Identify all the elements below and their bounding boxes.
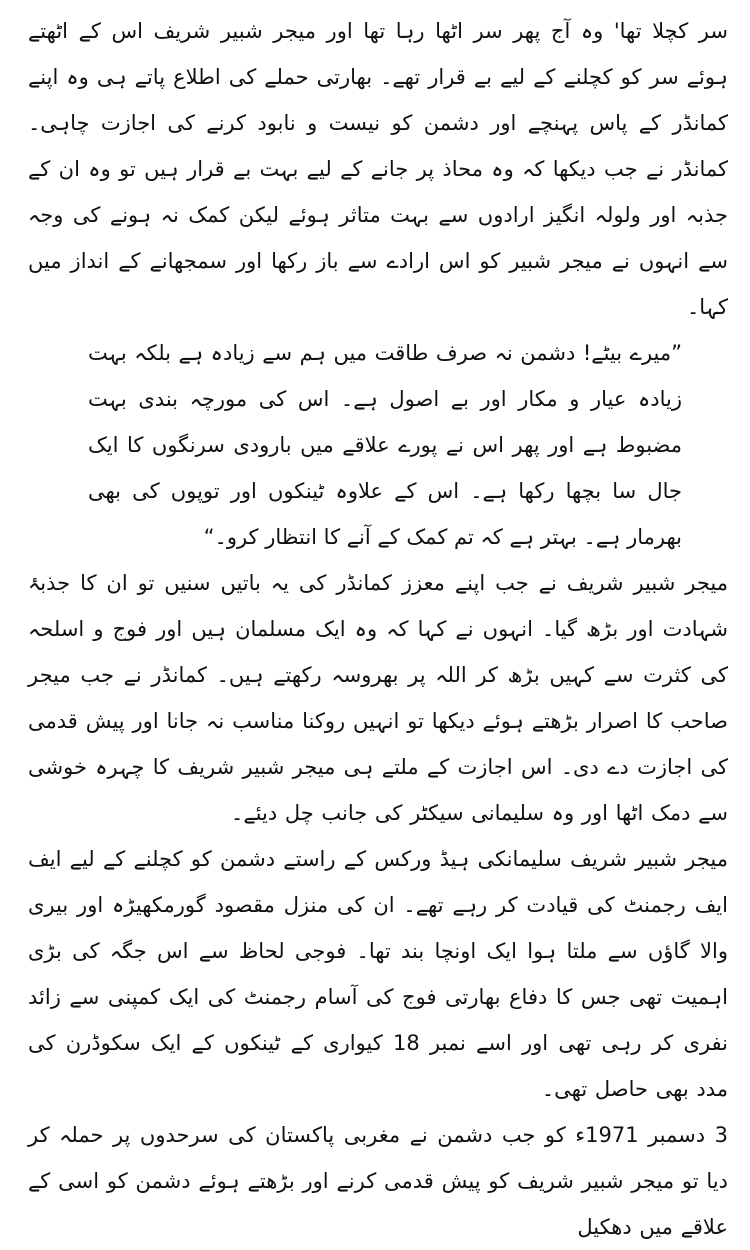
book-page bbox=[28, 8, 728, 1239]
paragraph-permission: میجر شبیر شریف نے جب اپنے معزز کمانڈر کی یہ باتیں سنیں تو ان کا جذبۂ شہادت اور بڑھ گیا۔ انہوں نے کہا کہ وہ ایک مسلمان ہیں اور فوج و اسلحہ کی کثرت سے کہیں بڑھ کر اللہ پر بھروسہ رکھتے ہیں۔ کمانڈر نے جب میجر صاحب کا اصرار بڑھتے ہوئے دیکھا تو انہیں روکنا مناسب نہ جانا اور پیش قدمی کی اجازت دے دی۔ اس اجازت کے ملتے ہی میجر شبیر شریف کا چہرہ خوشی سے دمک اٹھا اور وہ سلیمانی سیکٹر کی جانب چل دیئے۔ bbox=[28, 571, 728, 825]
paragraph-regiment: میجر شبیر شریف سلیمانکی ہیڈ ورکس کے راستے دشمن کو کچلنے کے لیے ایف ایف رجمنٹ کی قیادت کر رہے تھے۔ ان کی منزل مقصود گورمکھیڑہ اور بیری والا گاؤں سے ملتا ہوا ایک اونچا بند تھا۔ فوجی لحاظ سے اس جگہ کی بڑی اہمیت تھی جس کا دفاع بھارتی فوج کی آسام رجمنٹ کی ایک کمپنی سے زائد نفری کر رہی تھی اور اسے نمبر 18 کیواری کے ٹینکوں کے ایک سکوڈرن کی مدد بھی حاصل تھی۔ bbox=[28, 847, 728, 1101]
paragraph-opening: سر کچلا تھا' وہ آج پھر سر اٹھا رہا تھا اور میجر شبیر شریف اس کے اٹھتے ہوئے سر کو کچلنے کے لیے بے قرار تھے۔ بھارتی حملے کی اطلاع پاتے ہی وہ اپنے کمانڈر کے پاس پہنچے اور دشمن کو نیست و نابود کرنے کی اجازت چاہی۔ کمانڈر نے جب دیکھا کہ وہ محاذ پر جانے کے لیے بہت بے قرار ہیں تو وہ ان کے جذبہ اور ولولہ انگیز ارادوں سے بہت متاثر ہوئے لیکن کمک نہ ہونے کی وجہ سے انہوں نے میجر شبیر کو اس ارادے سے باز رکھا اور سمجھانے کے انداز میں کہا۔ bbox=[28, 19, 728, 319]
paragraph-december-1971: 3 دسمبر 1971ء کو جب دشمن نے مغربی پاکستان کی سرحدوں پر حملہ کر دیا تو میجر شبیر شریف کو پیش قدمی کرنے اور بڑھتے ہوئے دشمن کو اسی کے علاقے میں دھکیل bbox=[28, 1123, 728, 1239]
commander-quote: ”میرے بیٹے! دشمن نہ صرف طاقت میں ہم سے زیادہ ہے بلکہ بہت زیادہ عیار و مکار اور بے اصول ہے۔ اس کی مورچہ بندی بہت مضبوط ہے اور پھر اس نے پورے علاقے میں بارودی سرنگوں کا ایک جال سا بچھا رکھا ہے۔ اس کے علاوہ ٹینکوں اور توپوں کی بھی بھرمار ہے۔ بہتر ہے کہ تم کمک کے آنے کا انتظار کرو۔“ bbox=[88, 341, 682, 549]
